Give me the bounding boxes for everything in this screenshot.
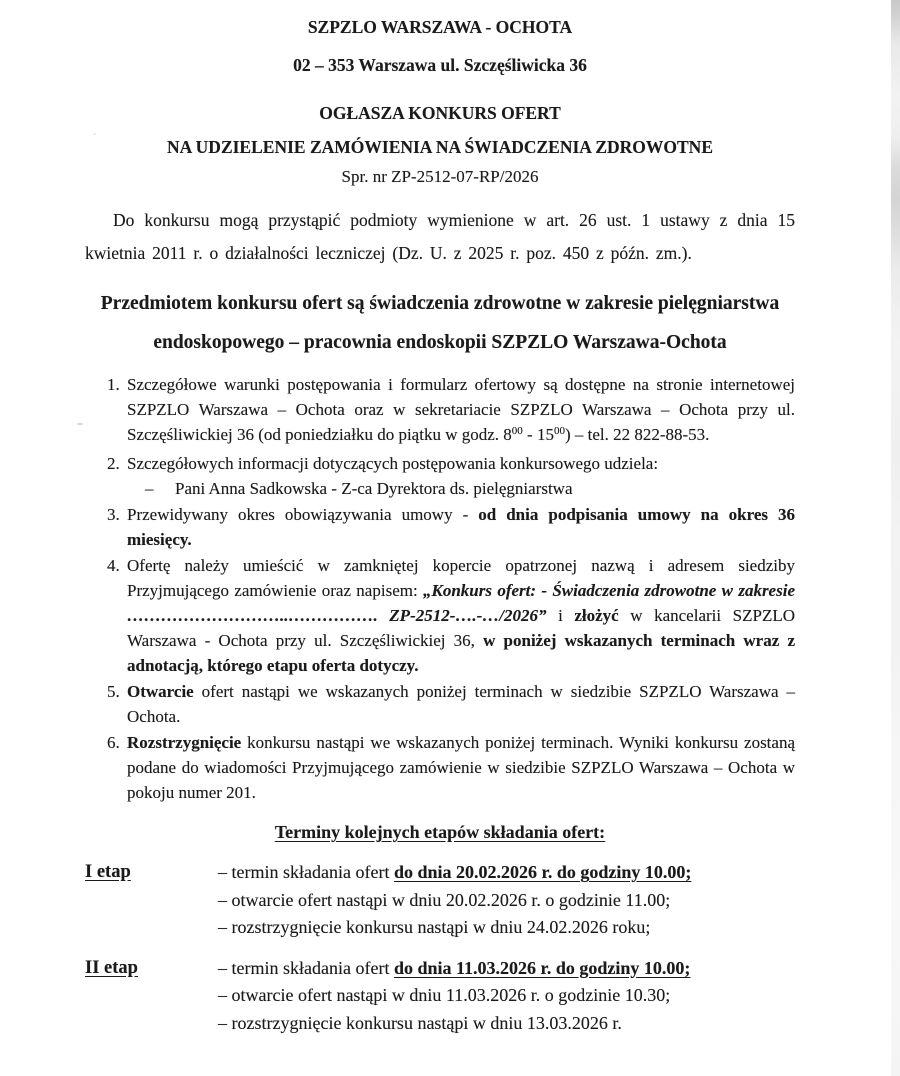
list-item-1-seg-c: ) – tel. 22 822-88-53. bbox=[564, 425, 710, 444]
list-item-1-seg-b: - 15 bbox=[522, 425, 554, 444]
list-item-6-number: 6. bbox=[107, 733, 120, 752]
list-item-2-intro: Szczegółowych informacji dotyczących postępowania konkursowego udziela: bbox=[127, 454, 659, 473]
list-item-4-seg-a: Ofertę należy umieścić w zamkniętej kopercie opatrzonej nazwą i adresem siedziby Przyjmującego zamówienie oraz napisem: bbox=[127, 556, 795, 600]
list-item-5-number: 5. bbox=[107, 682, 120, 701]
stage-1-lines bbox=[218, 859, 795, 942]
case-number: Spr. nr ZP-2512-07-RP/2026 bbox=[341, 167, 539, 186]
list-item-2-number: 2. bbox=[107, 454, 120, 473]
list-item-3-seg-a: Przewidywany okres obowiązywania umowy - bbox=[127, 505, 479, 524]
org-address: 02 – 353 Warszawa ul. Szczęśliwicka 36 bbox=[293, 55, 587, 75]
contact-person-line bbox=[127, 476, 795, 501]
dash-bullet: – bbox=[145, 479, 154, 498]
stage-2 bbox=[85, 955, 795, 1038]
list-item-1-seg-a: Szczegółowe warunki postępowania i formularz ofertowy są dostępne na stronie internetowej SZPZLO Warszawa – Ochota oraz w sekretariacie SZPZLO Warszawa – Ochota przy ul. Szczęśliwickiej 36 (od poniedziałku do piątku w godz. 8 bbox=[127, 375, 795, 444]
envelope-inscription-quote: „Konkurs ofert: - Świadczenia zdrowotne w zakresie ………………………..……………. ZP-2512-….-…/2026” bbox=[127, 581, 795, 625]
stage-1-opening-line: – otwarcie ofert nastąpi w dniu 20.02.2026 r. o godzinie 11.00; bbox=[218, 889, 671, 910]
list-item-2 bbox=[107, 451, 795, 501]
list-item-1-text bbox=[127, 372, 795, 450]
stage-2-resolution-line: – rozstrzygnięcie konkursu nastąpi w dniu 13.03.2026 r. bbox=[218, 1012, 622, 1033]
announcement-title-line-2: NA UDZIELENIE ZAMÓWIENIA NA ŚWIADCZENIA ZDROWOTNE bbox=[166, 137, 713, 157]
list-item-4-number: 4. bbox=[107, 556, 120, 575]
conditions-list bbox=[85, 372, 795, 805]
scan-speck bbox=[77, 423, 83, 425]
list-item-5-seg-b: ofert nastąpi we wskazanych poniżej terminach w siedzibie SZPZLO Warszawa – Ochota. bbox=[127, 682, 795, 726]
list-item-1-number: 1. bbox=[107, 375, 120, 394]
stage-2-lines bbox=[218, 955, 795, 1038]
hours-superscript: 00 bbox=[553, 425, 565, 437]
list-item-3-number: 3. bbox=[107, 505, 120, 524]
stage-2-label: II etap bbox=[85, 957, 138, 978]
list-item-2-text bbox=[127, 451, 795, 501]
stage-1-deadline-prefix: – termin składania ofert bbox=[218, 862, 394, 882]
scan-edge-artifact bbox=[891, 0, 900, 1076]
announcement-title-line-1: OGŁASZA KONKURS OFERT bbox=[319, 103, 561, 123]
list-item-3 bbox=[107, 502, 795, 552]
stage-2-opening-line: – otwarcie ofert nastąpi w dniu 11.03.2026 r. o godzinie 10.30; bbox=[218, 985, 671, 1005]
stage-2-deadline-date: do dnia 11.03.2026 r. do godziny 10.00; bbox=[393, 957, 691, 978]
stage-1 bbox=[85, 859, 795, 942]
scan-speck bbox=[93, 133, 96, 135]
submit-word-bold: złożyć bbox=[574, 606, 619, 625]
list-item-6-seg-b: konkursu nastąpi we wskazanych poniżej terminach. Wyniki konkursu zostaną podane do wiadomości Przyjmującego zamówienie w siedzibie SZPZLO Warszawa – Ochota w pokoju numer 201. bbox=[127, 733, 795, 802]
list-item-4 bbox=[107, 553, 795, 678]
intro-paragraph: Do konkursu mogą przystąpić podmioty wymienione w art. 26 ust. 1 ustawy z dnia 15 kwietnia 2011 r. o działalności leczniczej (Dz. U. z 2025 r. poz. 450 z późn. zm.). bbox=[85, 210, 795, 263]
document-header bbox=[85, 16, 795, 188]
contact-person-text: Pani Anna Sadkowska - Z-ca Dyrektora ds. pielęgniarstwa bbox=[175, 479, 573, 498]
schedule-heading: Terminy kolejnych etapów składania ofert: bbox=[274, 822, 606, 842]
hours-superscript: 00 bbox=[511, 425, 523, 437]
stage-1-deadline-line bbox=[218, 859, 795, 887]
list-item-5-text bbox=[127, 679, 795, 729]
stage-1-deadline-date: do dnia 20.02.2026 r. do godziny 10.00; bbox=[393, 862, 692, 882]
org-name: SZPZLO WARSZAWA - OCHOTA bbox=[307, 17, 573, 37]
stage-2-deadline-line bbox=[218, 955, 795, 983]
list-item-1 bbox=[107, 372, 795, 450]
list-item-4-text bbox=[127, 553, 795, 678]
list-item-4-seg-c: i bbox=[546, 606, 575, 625]
stage-1-resolution-line: – rozstrzygnięcie konkursu nastąpi w dniu 24.02.2026 roku; bbox=[218, 917, 651, 937]
schedule-stages bbox=[85, 859, 795, 1037]
list-item-5 bbox=[107, 679, 795, 729]
contract-duration-bold: od dnia podpisania umowy na okres 36 miesięcy. bbox=[127, 505, 796, 549]
resolution-word-bold: Rozstrzygnięcie bbox=[127, 733, 242, 752]
list-item-6 bbox=[107, 730, 795, 805]
stage-2-deadline-prefix: – termin składania ofert bbox=[218, 957, 394, 978]
deadlines-note-bold: w poniżej wskazanych terminach wraz z adnotacją, którego etapu oferta dotyczy. bbox=[127, 631, 795, 675]
opening-word-bold: Otwarcie bbox=[127, 682, 194, 701]
list-item-4-seg-e: w kancelarii SZPZLO Warszawa - Ochota przy ul. Szczęśliwickiej 36, bbox=[127, 606, 795, 650]
subject-heading: Przedmiotem konkursu ofert są świadczenia zdrowotne w zakresie pielęgniarstwa endoskopowego – pracownia endoskopii SZPZLO Warszawa-Ochota bbox=[100, 293, 780, 353]
list-item-6-text bbox=[127, 730, 795, 805]
list-item-3-text bbox=[127, 502, 795, 552]
stage-1-label: I etap bbox=[85, 862, 131, 882]
